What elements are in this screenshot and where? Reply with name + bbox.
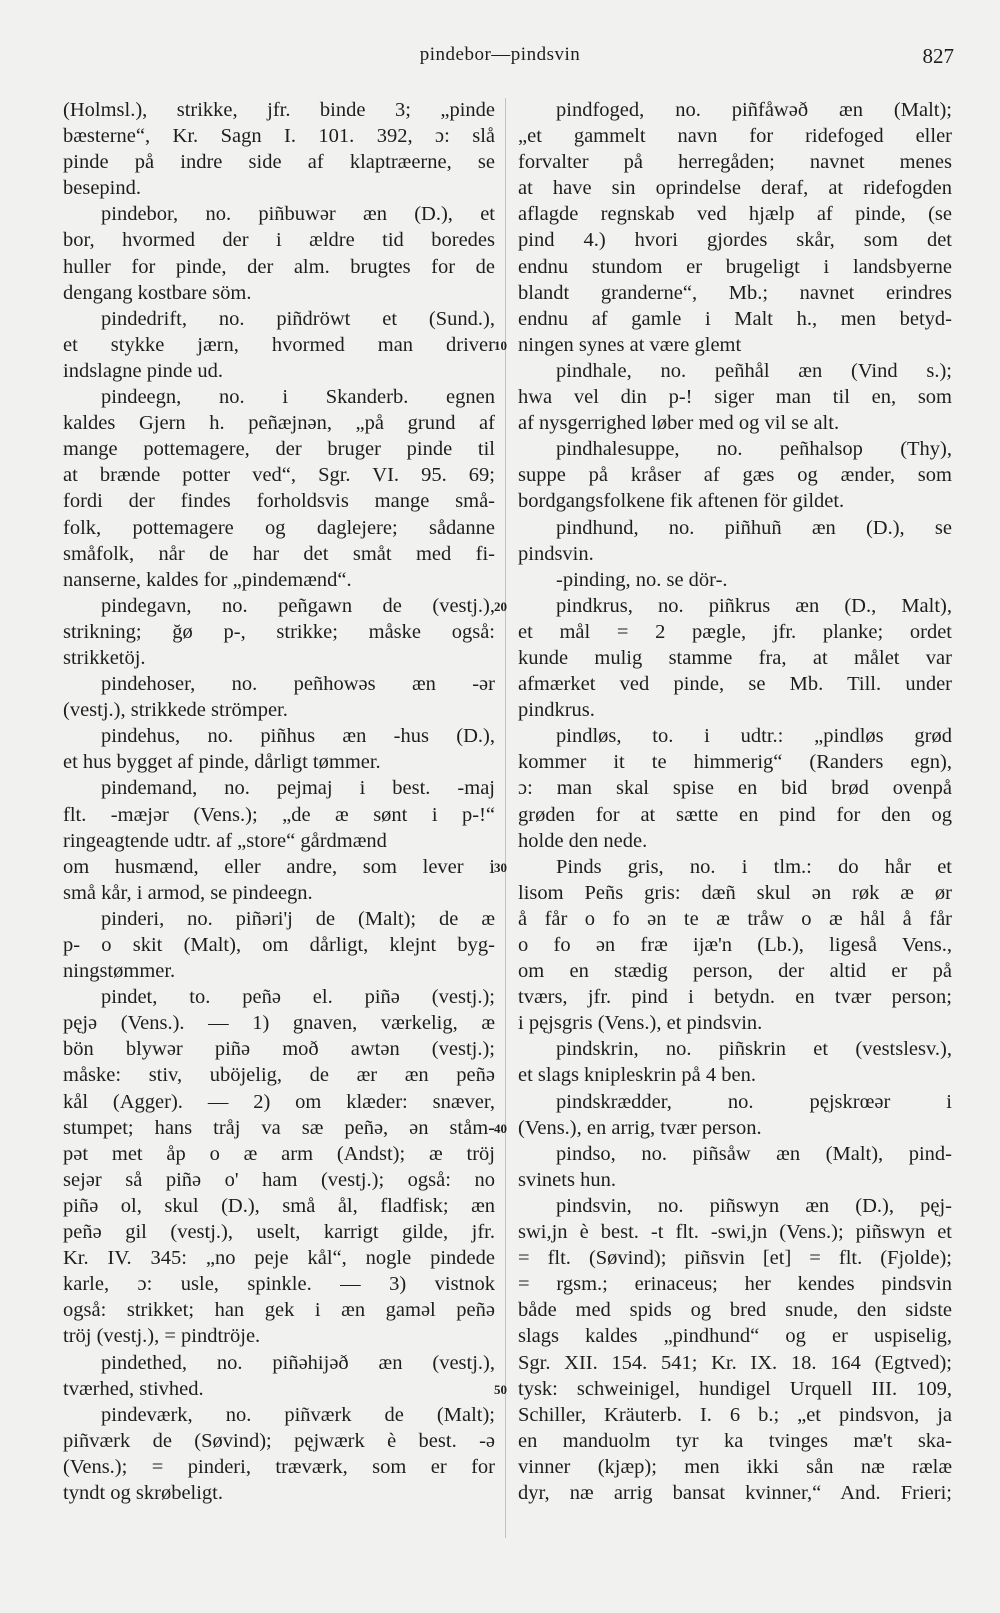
text-line: Sgr. XII. 154. 541; Kr. IX. 18. 164 (Egtved); xyxy=(518,1351,952,1374)
text-line: kaldes Gjern h. peñæjnən, „på grund af xyxy=(63,412,495,435)
text-line: pind 4.) hvori gjordes skår, som det xyxy=(518,229,952,252)
text-line: sejər så piñə o' ham (vestj.); også: no xyxy=(63,1168,495,1191)
entry-headline: pinderi, no. piñəri'j de (Malt); de æ xyxy=(101,907,495,930)
entry-headline: pindso, no. piñsåw æn (Malt), pind- xyxy=(556,1142,952,1165)
text-line: Kr. IV. 345: „no peje kål“, nogle pindede xyxy=(63,1247,495,1270)
text-line: „et gammelt navn for ridefoged eller xyxy=(518,125,952,148)
text-line: måske: stiv, uböjelig, de ær æn peñə xyxy=(63,1064,495,1087)
text-line: grøden for at sætte en pind for den og xyxy=(518,803,952,826)
text-line: strikning; ğø p-, strikke; måske også: xyxy=(63,620,495,643)
text-line: endnu stundom er brugeligt i landsbyerne xyxy=(518,255,952,278)
text-line: aflagde regnskab ved hjælp af pinde, (se xyxy=(518,203,952,226)
text-line: bæsterne“, Kr. Sagn I. 101. 392, ɔ: slå xyxy=(63,125,495,148)
text-line: dengang kostbare söm. xyxy=(63,281,252,304)
entry-headline: pindegavn, no. peñgawn de (vestj.), xyxy=(101,594,495,617)
text-line: tværs, jfr. pind i betydn. en tvær person; xyxy=(518,986,952,1009)
text-line: ningstømmer. xyxy=(63,960,176,983)
text-line: et mål = 2 pægle, jfr. planke; ordet xyxy=(518,620,952,643)
text-line: at have sin oprindelse deraf, at ridefogden xyxy=(518,177,952,200)
entry-headline: pindemand, no. pejmaj i best. -maj xyxy=(101,777,495,800)
entry-headline: pindeværk, no. piñværk de (Malt); xyxy=(101,1403,495,1426)
line-number: 20 xyxy=(494,598,507,614)
line-number: 50 xyxy=(494,1381,507,1397)
text-line: kunde mulig stamme fra, at målet var xyxy=(518,646,952,669)
text-line: peñə gil (vestj.), uselt, karrigt gilde, jfr. xyxy=(63,1221,495,1244)
text-line: vinner (kjæp); men ikki sån næ rælæ xyxy=(518,1455,952,1478)
entry-headline: pindhund, no. piñhuñ æn (D.), se xyxy=(556,516,952,539)
column-divider xyxy=(505,98,506,1538)
text-line: pindkrus. xyxy=(518,699,595,722)
text-line: også: strikket; han gek i æn gaməl peñə xyxy=(63,1299,495,1322)
text-line: huller for pinde, der alm. brugtes for de xyxy=(63,255,495,278)
text-line: slags kaldes „pindhund“ og er uspiselig, xyxy=(518,1325,952,1348)
text-line: små kår, i armod, se pindeegn. xyxy=(63,881,313,904)
text-line: bor, hvormed der i ældre tid boredes xyxy=(63,229,495,252)
text-line: småfolk, når de har det småt med fi- xyxy=(63,542,495,565)
entry-headline: Pinds gris, no. i tlm.: do hår et xyxy=(556,855,952,878)
text-line: endnu af gamle i Malt h., men betyd- xyxy=(518,307,952,330)
entry-headline: pindehoser, no. peñhowəs æn -ər xyxy=(101,673,495,696)
entry-headline: pindet, to. peñə el. piñə (vestj.); xyxy=(101,986,495,1009)
text-line: (Vens.); = pinderi, træværk, som er for xyxy=(63,1455,495,1478)
entry-headline: pindhale, no. peñhål æn (Vind s.); xyxy=(556,359,952,382)
entry-headline: pindfoged, no. piñfåwəð æn (Malt); xyxy=(556,99,952,121)
text-line: mange pottemagere, der bruger pinde til xyxy=(63,438,495,461)
text-line: holde den nede. xyxy=(518,829,648,852)
text-line: både med spids og bred snude, den sidste xyxy=(518,1299,952,1322)
text-line: pęjə (Vens.). — 1) gnaven, værkelig, æ xyxy=(63,1012,495,1035)
text-line: piñə ol, skul (D.), små ål, fladfisk; æn xyxy=(63,1194,495,1217)
entry-headline: pindløs, to. i udtr.: „pindløs grød xyxy=(556,725,952,748)
text-line: et hus bygget af pinde, dårligt tømmer. xyxy=(63,751,381,774)
text-line: fordi der findes forholdsvis mange små- xyxy=(63,490,495,513)
text-line: = rgsm.; erinaceus; her kendes pindsvin xyxy=(518,1273,952,1296)
text-line: at brænde potter ved“, Sgr. VI. 95. 69; xyxy=(63,464,495,487)
text-line: tröj (vestj.), = pindtröje. xyxy=(63,1325,261,1348)
text-line: om husmænd, eller andre, som lever i xyxy=(63,855,495,878)
text-line: å får o fo ən te æ tråw o æ hål å får xyxy=(518,907,952,930)
text-line: p- o skit (Malt), om dårligt, klejnt byg- xyxy=(63,934,495,956)
entry-headline: pindethed, no. piñəhijəð æn (vestj.), xyxy=(101,1351,495,1374)
text-line: hwa vel din p-! siger man til en, som xyxy=(518,386,952,409)
text-line: besepind. xyxy=(63,177,141,200)
text-line: afmærket ved pinde, se Mb. Till. under xyxy=(518,673,952,696)
text-line: om en stædig person, der altid er på xyxy=(518,960,952,983)
text-line: i pęjsgris (Vens.), et pindsvin. xyxy=(518,1012,763,1035)
text-line: af nysgerrighed løber med og vil se alt. xyxy=(518,412,840,435)
text-line: en manduolm tyr ka tvinges mæ't ska- xyxy=(518,1429,952,1452)
entry-headline: pindedrift, no. piñdröwt et (Sund.), xyxy=(101,307,495,330)
entry-headline: pindehus, no. piñhus æn -hus (D.), xyxy=(101,725,495,748)
text-line: svinets hun. xyxy=(518,1168,616,1191)
page-number: 827 xyxy=(922,44,954,68)
text-line: strikketöj. xyxy=(63,646,146,669)
text-line: stumpet; hans tråj va sæ peñə, ən ståm- xyxy=(63,1116,495,1139)
text-line: tysk: schweinigel, hundigel Urquell III. 109, xyxy=(518,1377,952,1400)
text-line: piñværk de (Søvind); pęjwærk è best. -ə xyxy=(63,1429,495,1452)
entry-headline: pindhalesuppe, no. peñhalsop (Thy), xyxy=(556,438,952,461)
text-line: lisom Peñs gris: dæñ skul ən røk æ ør xyxy=(518,881,952,904)
entry-headline: pindskrædder, no. pęjskrœər i xyxy=(556,1090,952,1113)
text-line: ringeagtende udtr. af „store“ gårdmænd xyxy=(63,829,387,852)
text-line: kommer it te himmerig“ (Randers egn), xyxy=(518,751,952,774)
text-line: blandt granderne“, Mb.; navnet erindres xyxy=(518,281,952,304)
text-line: forvalter på herregåden; navnet menes xyxy=(518,151,952,174)
text-line: Schiller, Kräuterb. I. 6 b.; „et pindsvon, ja xyxy=(518,1403,952,1426)
text-line: (Vens.), en arrig, tvær person. xyxy=(518,1116,762,1139)
text-line: tyndt og skrøbeligt. xyxy=(63,1481,224,1504)
text-line: et slags knipleskrin på 4 ben. xyxy=(518,1064,756,1087)
line-number: 10 xyxy=(494,337,507,353)
text-line: pət met åp o æ arm (Andst); æ tröj xyxy=(63,1142,495,1165)
running-head: pindebor—pindsvin xyxy=(419,44,581,65)
left-column xyxy=(63,97,495,1506)
text-line: suppe på kråser af gæs og ænder, som xyxy=(518,464,952,487)
text-line: swi,jn è best. -t flt. -swi,jn (Vens.); piñswyn et xyxy=(518,1221,952,1244)
text-line: karle, ɔ: usle, spinkle. — 3) vistnok xyxy=(63,1273,495,1296)
text-line: dyr, næ arrig bansat kvinner,“ And. Frieri; xyxy=(518,1481,952,1504)
entry-headline: pindsvin, no. piñswyn æn (D.), pęj- xyxy=(556,1194,952,1217)
text-line: pinde på indre side af klaptræerne, se xyxy=(63,151,495,174)
text-line: ɔ: man skal spise en bid brød ovenpå xyxy=(518,777,952,800)
text-line: kål (Agger). — 2) om klæder: snæver, xyxy=(63,1090,495,1113)
line-number: 30 xyxy=(494,859,507,875)
entry-headline: pindeegn, no. i Skanderb. egnen xyxy=(101,386,495,409)
text-line: indslagne pinde ud. xyxy=(63,359,223,382)
text-line: pindsvin. xyxy=(518,542,594,565)
text-line: (Holmsl.), strikke, jfr. binde 3; „pinde xyxy=(63,99,495,121)
page-header xyxy=(0,44,1000,74)
text-line: folk, pottemagere og daglejere; sådanne xyxy=(63,516,495,539)
text-line: (vestj.), strikkede strömper. xyxy=(63,699,288,722)
text-line: o fo ən fræ ijæ'n (Lb.), ligeså Vens., xyxy=(518,934,952,956)
text-line: bordgangsfolkene fik aftenen för gildet. xyxy=(518,490,845,513)
text-line: bön blywər piñə moð awtən (vestj.); xyxy=(63,1038,495,1061)
text-line: ningen synes at være glemt xyxy=(518,333,742,356)
text-line: tværhed, stivhed. xyxy=(63,1377,204,1400)
line-number: 40 xyxy=(494,1120,507,1136)
entry-headline: pindkrus, no. piñkrus æn (D., Malt), xyxy=(556,594,952,617)
entry-headline: pindebor, no. piñbuwər æn (D.), et xyxy=(101,203,495,226)
text-line: flt. -mæjər (Vens.); „de æ sønt i p-!“ xyxy=(63,803,495,826)
right-column xyxy=(518,97,952,1506)
entry-headline: -pinding, no. se dör-. xyxy=(556,568,728,591)
text-line: nanserne, kaldes for „pindemænd“. xyxy=(63,568,352,591)
text-line: et stykke jærn, hvormed man driver xyxy=(63,333,495,356)
entry-headline: pindskrin, no. piñskrin et (vestslesv.), xyxy=(556,1038,952,1061)
text-line: = flt. (Søvind); piñsvin [et] = flt. (Fjolde); xyxy=(518,1247,952,1270)
